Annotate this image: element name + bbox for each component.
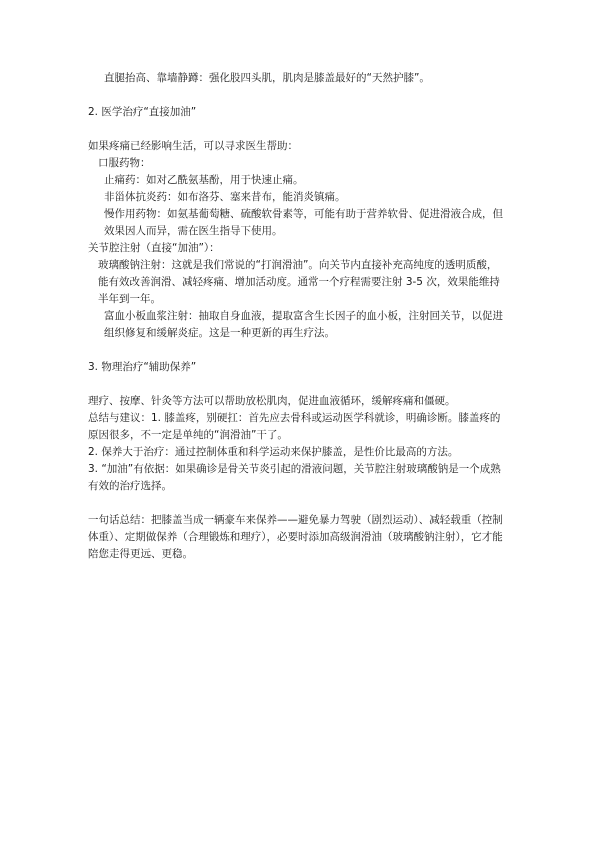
section-3-body: 理疗、按摩、针灸等方法可以帮助放松肌肉，促进血液循环，缓解疼痛和僵硬。 bbox=[88, 395, 456, 407]
section-3-heading: 3. 物理治疗“辅助保养” bbox=[88, 361, 197, 373]
section-2-heading: 2. 医学治疗“直接加油” bbox=[88, 106, 197, 118]
oral-med-item: 慢作用药物：如氨基葡萄糖、硫酸软骨素等，可能有助于营养软骨、促进滑液合成，但效果因人而异，需在医生指导下使用。 bbox=[104, 208, 503, 237]
injection-item: 玻璃酸钠注射：这就是我们常说的“打润滑油”。向关节内直接补充高纯度的透明质酸，能有效改善润滑、减轻疼痛、增加活动度。通常一个疗程需要注射 3-5 次，效果能维持半年到一年。 bbox=[98, 259, 500, 305]
injection-item: 富血小板血浆注射：抽取自身血液，提取富含生长因子的血小板，注射回关节，以促进组织修复和缓解炎症。这是一种更新的再生疗法。 bbox=[104, 310, 503, 339]
injection-title: 关节腔注射（直接“加油”）： bbox=[88, 242, 220, 254]
summary-item: 2. 保养大于治疗：通过控制体重和科学运动来保护膝盖，是性价比最高的方法。 bbox=[88, 446, 459, 458]
exercise-tip: 直腿抬高、靠墙静蹲：强化股四头肌，肌肉是膝盖最好的“天然护膝”。 bbox=[104, 72, 430, 84]
oral-med-item: 非甾体抗炎药：如布洛芬、塞来昔布，能消炎镇痛。 bbox=[104, 191, 346, 203]
summary-item: 总结与建议：1. 膝盖疼，别硬扛：首先应去骨科或运动医学科就诊，明确诊断。膝盖疼的原因很多，不一定是单纯的“润滑油”干了。 bbox=[88, 412, 501, 441]
summary-item: 3. “加油”有依据：如果确诊是骨关节炎引起的滑液问题，关节腔注射玻璃酸钠是一个成熟有效的治疗选择。 bbox=[88, 463, 501, 492]
section-2-lead: 如果疼痛已经影响生活，可以寻求医生帮助： bbox=[88, 140, 298, 152]
oral-med-item: 止痛药：如对乙酰氨基酚，用于快速止痛。 bbox=[104, 174, 304, 186]
conclusion-paragraph: 一句话总结：把膝盖当成一辆豪车来保养——避免暴力驾驶（剧烈运动）、减轻载重（控制体重）、定期做保养（合理锻炼和理疗），必要时添加高级润滑油（玻璃酸钠注射），它才能陪您走得更远、更稳。 bbox=[88, 514, 503, 560]
oral-meds-title: 口服药物： bbox=[98, 157, 151, 169]
